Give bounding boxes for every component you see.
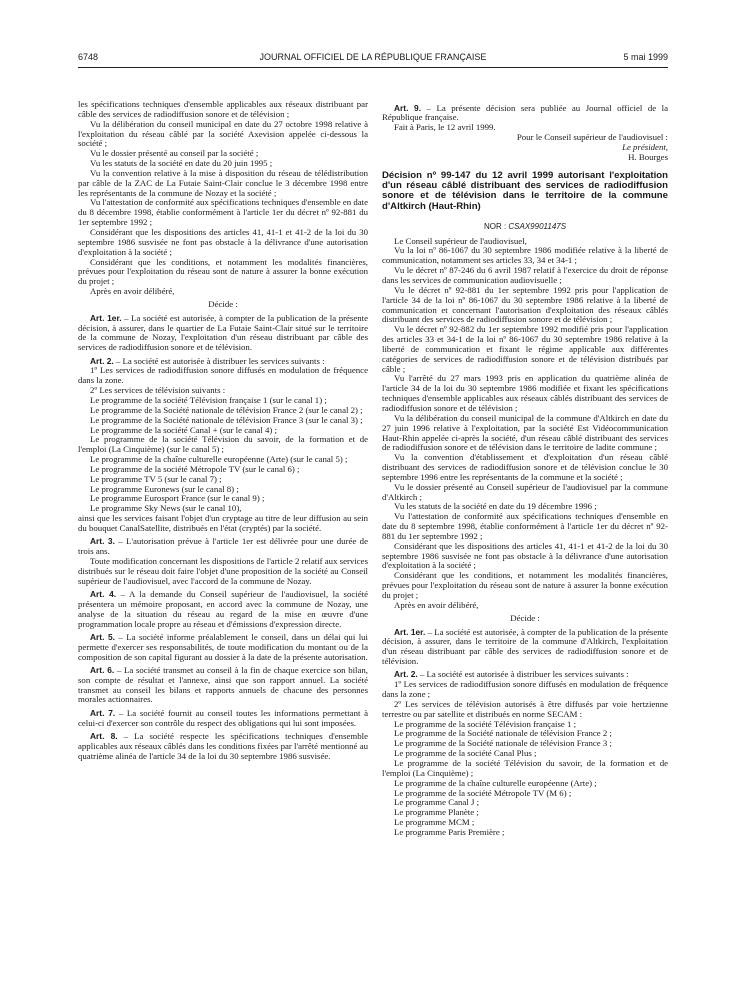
article-text: – La présente décision sera publiée au Journal officiel de la République française. — [382, 102, 668, 123]
right-column — [382, 100, 668, 838]
article-paragraph — [78, 590, 368, 629]
nor-label: NOR : — [483, 221, 509, 231]
article-label: Art. 6. — [90, 664, 115, 675]
paragraph: Le programme TV 5 (sur le canal 7) ; — [90, 473, 222, 484]
paragraph: Le Conseil supérieur de l'audiovisuel, — [394, 235, 527, 246]
article-paragraph — [382, 104, 668, 124]
paragraph: Vu la délibération du conseil municipal en date du 27 octobre 1998 relative à l'exploitation du réseau câblé par la société Axevision appelée ci-dessous la société ; — [78, 118, 368, 149]
article-paragraph — [78, 537, 368, 557]
article-text: – La société est autorisée à distribuer les services suivants : — [113, 355, 325, 366]
article-paragraph — [78, 314, 368, 353]
paragraph: Fait à Paris, le 12 avril 1999. — [394, 122, 496, 133]
article-label: Art. 5. — [90, 631, 115, 642]
paragraph: Vu les statuts de la société en date du 19 décembre 1996 ; — [394, 501, 597, 512]
paragraph: Le programme de la société Télévision française 1 (sur le canal 1) ; — [90, 394, 327, 405]
signature-title: Le président, — [622, 141, 668, 152]
paragraph: Le programme Canal J ; — [394, 797, 480, 808]
article-label: Art. 2. — [90, 355, 114, 366]
paragraph: Vu le dossier présenté au conseil par la société ; — [90, 148, 259, 159]
paragraph: Le programme MCM ; — [394, 817, 475, 828]
article-label: Art. 3. — [90, 536, 115, 547]
page-number: 6748 — [78, 52, 99, 62]
paragraph: Vu l'arrêté du 27 mars 1993 pris en application du quatrième alinéa de l'article 34 de la loi du 30 septembre 1986 modifiée et fixant les spécifications techniques d'ensemble applicables aux réseaux câblés distribuant des services de radiodiffusion sonore et de télévision ; — [382, 373, 668, 413]
article-label: Art. 1er. — [90, 312, 122, 323]
article-text: – L'autorisation prévue à l'article 1er est délivrée pour une durée de trois ans. — [78, 536, 368, 557]
paragraph: Vu la convention relative à la mise à disposition du réseau de télédistribution par câble de la ZAC de La Futaie Saint-Clair conclue le 3 décembre 1998 entre les représentants de la commune de Nozay et la société ; — [78, 167, 368, 198]
nor-code: CSAX9901147S — [508, 221, 567, 231]
paragraph: Considérant que les dispositions des articles 41, 41-1 et 41-2 de la loi du 30 septembre 1986 susvisée ne font pas obstacle à la délivrance d'une autorisation d'exploitation à la société ; — [78, 226, 368, 257]
paragraph: Le programme de la société Canal Plus ; — [394, 748, 537, 759]
paragraph: Le programme de la société Canal + (sur le canal 4) ; — [90, 424, 277, 435]
paragraph: Considérant que les dispositions des articles 41, 41-1 et 41-2 de la loi du 30 septembre 1986 susvisée ne font pas obstacle à la délivrance d'une autorisation d'exploitation à la société ; — [382, 540, 668, 571]
article-paragraph — [382, 628, 668, 667]
paragraph: Le programme de la Société nationale de télévision France 2 (sur le canal 2) ; — [90, 404, 363, 415]
paragraph: Le programme de la société Métropole TV (sur le canal 6) ; — [90, 463, 300, 474]
decision-heading: Décide : — [208, 299, 238, 310]
journal-title: JOURNAL OFFICIEL DE LA RÉPUBLIQUE FRANÇAISE — [259, 52, 487, 62]
article-label: Art. 9. — [394, 102, 422, 113]
paragraph: Considérant que les conditions, et notamment les modalités financières, prévues pour l'exploitation du réseau sont de nature à assurer la bonne exécution du projet ; — [382, 570, 668, 600]
article-label: Art. 4. — [90, 589, 117, 599]
paragraph: Vu le décret nº 92-881 du 1er septembre 1992 pris pour l'application de l'article 34 de la loi nº 86-1067 du 30 septembre 1986 relative à la liberté de communication et concernant l'autorisation d'exploitation des réseaux câblés distribuant des services de radiodiffusion sonore et de télévision ; — [382, 284, 668, 325]
paragraph: Le programme de la société Télévision du savoir, de la formation et de l'emploi (La Cinquième) ; — [382, 758, 668, 778]
paragraph: Considérant que les conditions, et notamment les modalités financières, prévues pour l'exploitation du réseau sont de nature à assurer la bonne exécution du projet ; — [78, 256, 368, 287]
article-text: – La société est autorisée à distribuer les services suivants : — [417, 669, 629, 680]
article-text: – La société est autorisée, à compter de la publication de la présente décision, à assurer, dans le quartier de La Futaie Saint-Clair situé sur le territoire de la commune de Nozay, l'exploitation d'un réseau distribuant par câble des services de radiodiffusion sonore et de télévision. — [78, 312, 368, 353]
article-text: – La société transmet au conseil à la fin de chaque exercice son bilan, son compte de résultat et l'annexe, ainsi que son rapport annuel. La société transmet au conseil les bilans et rapports annuels de chacune des personnes morales actionnaires. — [78, 664, 368, 705]
paragraph: Vu les statuts de la société en date du 20 juin 1995 ; — [90, 158, 273, 169]
paragraph: Vu le décret nº 87-246 du 6 avril 1987 relatif à l'exercice du droit de réponse dans les services de communication audiovisuelle ; — [382, 265, 668, 285]
paragraph: les spécifications techniques d'ensemble applicables aux réseaux distribuant par câble des services de radiodiffusion sonore et de télévision ; — [78, 99, 368, 119]
left-column — [78, 100, 368, 762]
article-text: – La société informe préalablement le conseil, dans un délai qui lui permette d'exercer ses responsabilités, de toute modification du montant ou de la composition de son capital figurant au dossier à la date de la présente autorisation. — [78, 631, 368, 662]
paragraph: Le programme de la société Télévision française 1 ; — [394, 718, 577, 729]
decision-heading: Décide : — [510, 613, 540, 624]
paragraph: Toute modification concernant les dispositions de l'article 2 relatif aux services distribués sur le réseau doit faire l'objet d'une proposition de la société au Conseil supérieur de l'audiovisuel, avec l'accord de la commune de Nozay. — [78, 555, 368, 586]
article-text: – La société fournit au conseil toutes les informations permettant à celui-ci d'exercer son contrôle du respect des obligations qui lui sont imposées. — [78, 707, 368, 728]
paragraph: Le programme de la société Télévision du savoir, de la formation et de l'emploi (La Cinquième) (sur le canal 5) ; — [78, 434, 368, 455]
article-paragraph — [78, 732, 368, 762]
header-rule — [78, 67, 668, 68]
paragraph: Vu la convention d'établissement et d'exploitation d'un réseau câblé distribuant des services de radiodiffusion sonore et de télévision conclue le 30 septembre 1996 entre les représentants de la commune et la société ; — [382, 452, 668, 482]
paragraph: Le programme Euronews (sur le canal 8) ; — [90, 483, 239, 494]
paragraph: Le programme Paris Première ; — [394, 826, 505, 837]
paragraph: Après en avoir délibéré, — [90, 286, 175, 297]
paragraph: ainsi que les services faisant l'objet d'un cryptage au titre de leur diffusion au sein du bouquet CanalSatellite, distribués en l'état (cryptés) par la société. — [78, 513, 368, 533]
paragraph: Après en avoir délibéré, — [394, 599, 479, 610]
paragraph: 1º Les services de radiodiffusion sonore diffusés en modulation de fréquence dans la zone. — [78, 365, 368, 386]
article-text: – La société respecte les spécifications techniques d'ensemble applicables aux réseaux câblés dans les conditions fixées par l'arrêté mentionné au quatrième alinéa de l'article 34 de la loi du 30 septembre 1986 susvisée. — [78, 730, 368, 761]
article-label: Art. 8. — [90, 730, 118, 741]
paragraph: Vu le dossier présenté au Conseil supérieur de l'audiovisuel par la commune d'Altkirch ; — [382, 481, 668, 502]
page-header — [78, 52, 668, 66]
article-text: – A la demande du Conseil supérieur de l'audiovisuel, la société présentera un mémoire proposant, en accord avec la commune de Nozay, une analyse de la situation du réseau au regard de la mise en œuvre d'une programmation locale propre au réseau et d'émissions d'expression directe. — [78, 589, 368, 629]
article-label: Art. 2. — [394, 669, 418, 680]
paragraph: Vu la délibération du conseil municipal de la commune d'Altkirch en date du 27 juin 1996 relative à l'exploitation, par la société Est Vidéocommunication Haut-Rhin appelée ci-après la société, d'un réseau câblé distribuant des services de radiodiffusion sonore et de télévision dans le territoire de ladite commune ; — [382, 412, 668, 453]
decision-title: Décision nº 99-147 du 12 avril 1999 autorisant l'exploitation d'un réseau câblé distribuant des services de radiodiffusion sonore et de télévision dans le territoire de la commune d'Altkirch (Haut-Rhin) — [382, 169, 668, 212]
article-paragraph — [78, 666, 368, 705]
paragraph: Vu l'attestation de conformité aux spécifications techniques d'ensemble en date du 8 décembre 1998, établie conformément à l'article 1er du décret nº 92-881 du 1er septembre 1992 ; — [78, 197, 368, 228]
nor-reference — [382, 222, 668, 232]
paragraph: Le programme de la chaîne culturelle européenne (Arte) ; — [394, 777, 597, 788]
paragraph: 1º Les services de radiodiffusion sonore diffusés en modulation de fréquence dans la zone ; — [382, 679, 668, 700]
article-text: – La société est autorisée, à compter de la publication de la présente décision, à assurer, dans le territoire de la commune d'Altkirch, l'exploitation d'un réseau distribuant par câble des services de radiodiffusion sonore et de télévision. — [382, 626, 668, 667]
paragraph: 2º Les services de télévision suivants : — [90, 385, 226, 396]
paragraph: Le programme de la Société nationale de télévision France 2 ; — [394, 728, 612, 739]
signature-line — [382, 143, 668, 153]
paragraph: Le programme Eurosport France (sur le canal 9) ; — [90, 493, 265, 504]
article-label: Art. 1er. — [394, 626, 426, 637]
paragraph: Le programme Sky News (sur le canal 10), — [90, 503, 242, 514]
article-paragraph — [78, 709, 368, 729]
paragraph: Le programme Planète ; — [394, 807, 479, 818]
paragraph: 2º Les services de télévision autorisés à être diffusés par voie hertzienne terrestre ou par satellite et distribués en norme SECAM : — [382, 698, 668, 719]
paragraph: Le programme de la chaîne culturelle européenne (Arte) (sur le canal 5) ; — [90, 454, 348, 465]
signature-line: H. Bourges — [628, 151, 668, 162]
signature-line: Pour le Conseil supérieur de l'audiovisuel : — [516, 132, 668, 143]
paragraph: Le programme de la Société nationale de télévision France 3 ; — [394, 738, 612, 749]
article-label: Art. 7. — [90, 707, 116, 718]
issue-date: 5 mai 1999 — [623, 52, 668, 62]
paragraph: Le programme de la société Métropole TV (M 6) ; — [394, 787, 572, 798]
article-paragraph — [78, 633, 368, 663]
paragraph: Vu le décret nº 92-882 du 1er septembre 1992 modifié pris pour l'application des articles 33 et 34-1 de la loi nº 86-1067 du 30 septembre 1986 relative à la liberté de communication et fixant le régime applicable aux différentes catégories de services de radiodiffusion sonore et de télévision distribués par câble ; — [382, 324, 668, 374]
paragraph: Vu la loi nº 86-1067 du 30 septembre 1986 modifiée relative à la liberté de communication, notamment ses articles 33, 34 et 34-1 ; — [382, 245, 668, 266]
paragraph: Vu l'attestation de conformité aux spécifications techniques d'ensemble en date du 8 septembre 1998, établie conformément à l'article 1er du décret nº 92-881 du 1er septembre 1992 ; — [382, 511, 668, 541]
paragraph: Le programme de la Société nationale de télévision France 3 (sur le canal 3) ; — [90, 414, 363, 425]
